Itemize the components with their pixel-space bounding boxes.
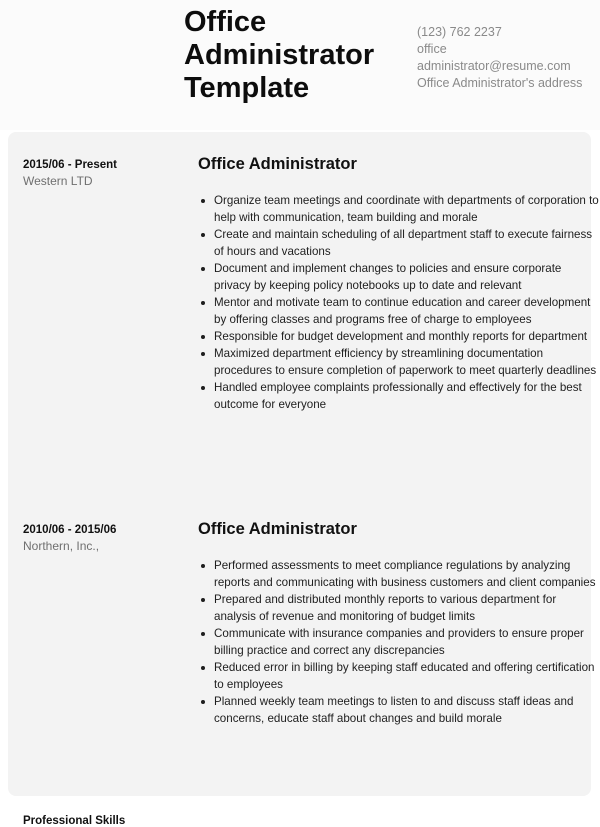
list-item: Document and implement changes to policies and ensure corporate privacy by keeping policy notebooks up to date and relevant — [214, 260, 599, 294]
job-meta — [23, 522, 183, 555]
list-item: Planned weekly team meetings to listen to and discuss staff ideas and concerns, educate staff about changes and build morale — [214, 693, 599, 727]
list-item: Organize team meetings and coordinate with departments of corporation to help with communication, team building and morale — [214, 194, 599, 224]
job-title: Office Administrator — [198, 155, 357, 173]
skills-heading: Professional Skills — [23, 815, 126, 827]
list-item: Reduced error in billing by keeping staff educated and offering certification to employees — [214, 659, 599, 693]
list-item: Prepared and distributed monthly reports to various department for analysis of revenue and monitoring of budget limits — [214, 591, 599, 625]
resume-header — [0, 0, 600, 130]
list-item: Maximized department efficiency by streamlining documentation procedures to ensure completion of paperwork to meet quarterly deadlines — [214, 345, 599, 379]
experience-section — [8, 132, 599, 796]
job-responsibilities — [198, 557, 599, 727]
job-title: Office Administrator — [198, 520, 357, 538]
job-meta — [23, 157, 183, 190]
list-item: Handled employee complaints professionally and effectively for the best outcome for everyone — [214, 379, 599, 413]
contact-address: Office Administrator's address — [417, 76, 583, 90]
job-responsibilities — [198, 192, 599, 413]
job-company: Western LTD — [23, 174, 93, 188]
contact-phone: (123) 762 2237 — [417, 25, 502, 39]
list-item: Mentor and motivate team to continue education and career development by offering classes and programs free of charge to employees — [214, 294, 599, 328]
job-dates: 2015/06 - Present — [23, 159, 117, 171]
list-item: Communicate with insurance companies and providers to ensure proper billing practice and correct any discrepancies — [214, 625, 599, 659]
list-item: Responsible for budget development and monthly reports for department — [214, 328, 599, 345]
job-company: Northern, Inc., — [23, 539, 100, 553]
job-dates: 2010/06 - 2015/06 — [23, 524, 117, 536]
contact-info — [417, 24, 597, 92]
contact-email-line1: office — [417, 42, 447, 56]
contact-email-line2: administrator@resume.com — [417, 59, 571, 73]
resume-title: Office Administrator Template — [184, 6, 375, 104]
list-item: Performed assessments to meet compliance regulations by analyzing reports and communicating with business customers and client companies — [214, 557, 599, 591]
list-item: Create and maintain scheduling of all department staff to execute fairness of hours and vacations — [214, 226, 599, 260]
